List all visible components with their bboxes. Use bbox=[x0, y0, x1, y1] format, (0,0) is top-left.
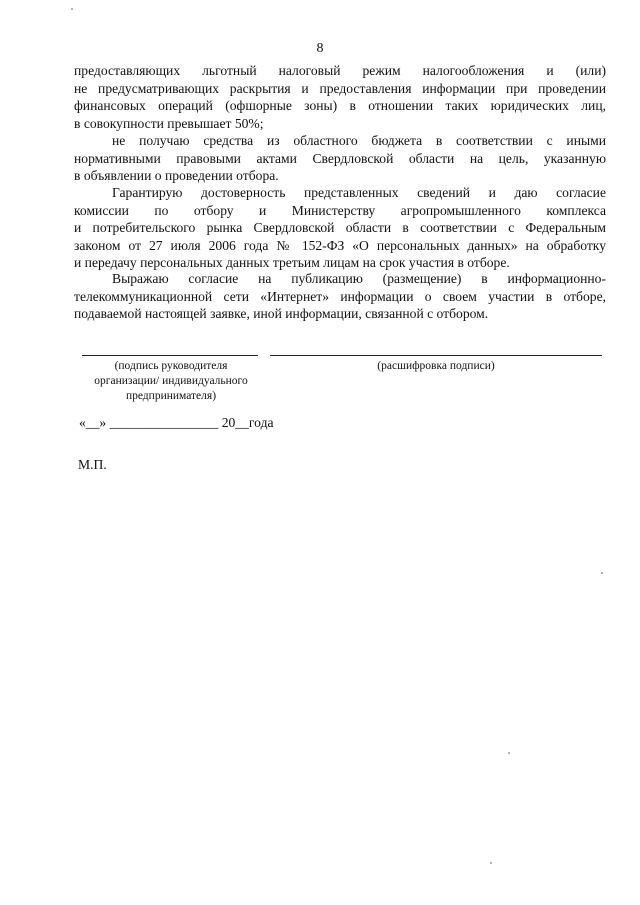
paragraph-offshore bbox=[74, 62, 606, 132]
scan-speck bbox=[601, 572, 603, 574]
text-line: нормативными правовыми актами Свердловской области на цель, указанную bbox=[74, 150, 606, 166]
signature-caption bbox=[76, 359, 266, 404]
text-line: телекоммуникационной сети «Интернет» информации о своем участии в отборе, bbox=[74, 288, 606, 304]
signature-line[interactable] bbox=[82, 355, 258, 356]
stamp-place-label: М.П. bbox=[78, 457, 107, 472]
paragraph-budget bbox=[74, 132, 606, 185]
page-number: 8 bbox=[316, 41, 324, 56]
text-line: в объявлении о проведении отбора. bbox=[74, 168, 279, 184]
caption-line: организации/ индивидуального bbox=[94, 375, 248, 387]
date-field[interactable]: «__» ________________ 20__года bbox=[79, 415, 274, 430]
caption-line: предпринимателя) bbox=[125, 390, 217, 402]
text-line: комиссии по отбору и Министерству агропромышленного комплекса bbox=[74, 202, 606, 218]
scan-speck bbox=[71, 8, 73, 10]
text-line: предоставляющих льготный налоговый режим налогообложения и (или) bbox=[74, 63, 606, 78]
text-line: Выражаю согласие на публикацию (размещение) в информационно- bbox=[112, 271, 606, 286]
caption-line: (подпись руководителя bbox=[114, 360, 228, 372]
signature-decoding-caption: (расшифровка подписи) bbox=[377, 360, 495, 372]
text-line: Гарантирую достоверность представленных сведений и даю согласие bbox=[112, 185, 606, 200]
paragraph-publication-consent bbox=[74, 270, 606, 323]
paragraph-guarantee bbox=[74, 184, 606, 272]
text-line: и потребительского рынка Свердловской области в соответствии с Федеральным bbox=[74, 220, 606, 236]
text-line: в совокупности превышает 50%; bbox=[74, 115, 264, 131]
text-line: подаваемой настоящей заявке, иной информации, связанной с отбором. bbox=[74, 306, 489, 322]
text-line: законом от 27 июля 2006 года № 152-ФЗ «О персональных данных» на обработку bbox=[74, 237, 606, 253]
text-line: финансовых операций (офшорные зоны) в отношении таких юридических лиц, bbox=[74, 98, 606, 114]
text-line: не получаю средства из областного бюджета в соответствии с иными bbox=[112, 133, 606, 148]
text-line: и передачу персональных данных третьим лицам на срок участия в отборе. bbox=[74, 255, 510, 271]
text-line: не предусматривающих раскрытия и предоставления информации при проведении bbox=[74, 80, 606, 96]
scan-speck bbox=[490, 862, 492, 864]
signature-decoding-line[interactable] bbox=[270, 355, 602, 356]
scan-speck bbox=[508, 752, 510, 754]
